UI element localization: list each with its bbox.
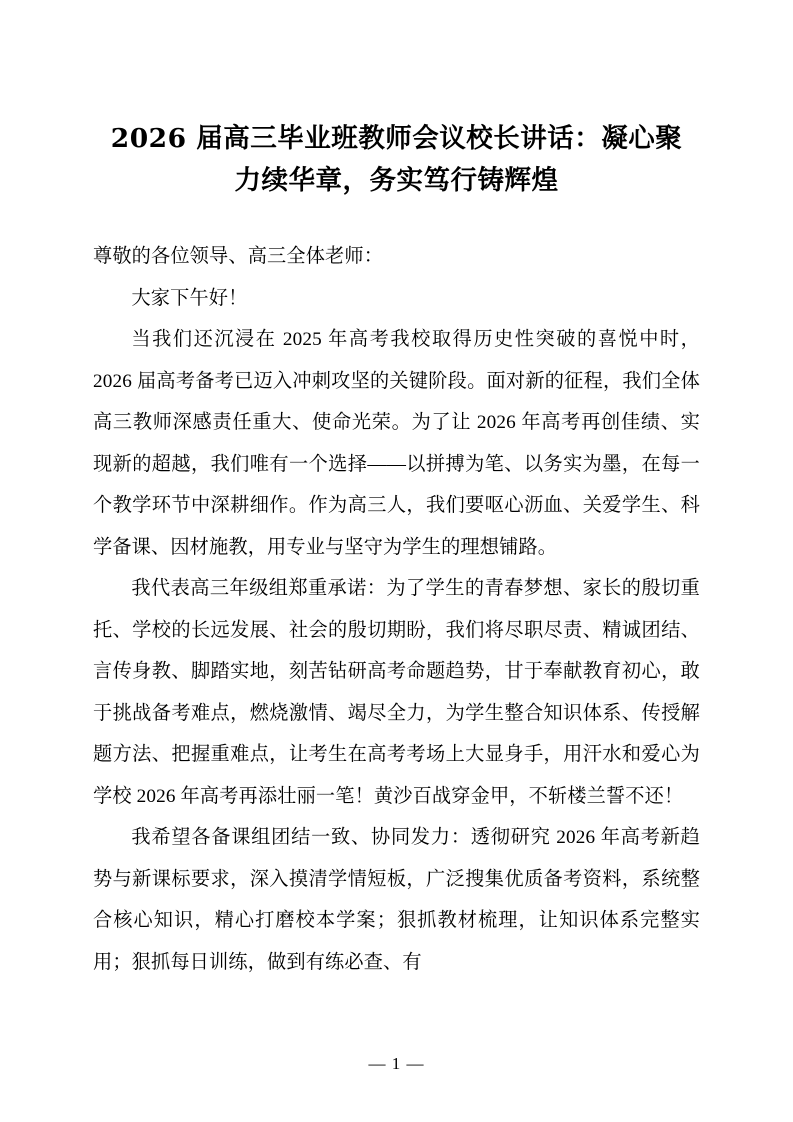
body-paragraph-3: 我希望各备课组团结一致、协同发力：透彻研究 2026 年高考新趋势与新课标要求，深入摸清学情短板，广泛搜集优质备考资料，系统整合核心知识，精心打磨校本学案；狠抓教材梳理，让知识体系完整实用；狠抓每日训练，做到有练必查、有 <box>93 827 700 973</box>
page-title: 2026 届高三毕业班教师会议校长讲话：凝心聚力续华章，务实笃行铸辉煌 <box>110 123 683 196</box>
page-number-footer: — 1 — <box>368 1054 425 1073</box>
body-paragraph-1: 当我们还沉浸在 2025 年高考我校取得历史性突破的喜悦中时，2026 届高考备考已迈入冲刺攻坚的关键阶段。面对新的征程，我们全体高三教师深感责任重大、使命光荣。为了让 2026 年高考再创佳绩、实现新的超越，我们唯有一个选择——以拼搏为笔、以务实为墨，在每一个教学环节中深耕细作。作为高三人，我们要呕心沥血、关爱学生、科学备课、因材施教，用专业与坚守为学生的理想铺路。 <box>93 329 700 558</box>
body-paragraph-2: 我代表高三年级组郑重承诺：为了学生的青春梦想、家长的殷切重托、学校的长远发展、社会的殷切期盼，我们将尽职尽责、精诚团结、言传身教、脚踏实地，刻苦钻研高考命题趋势，甘于奉献教育初心，敢于挑战备考难点，燃烧激情、竭尽全力，为学生整合知识体系、传授解题方法、把握重难点，让考生在高考考场上大显身手，用汗水和爱心为学校 2026 年高考再添壮丽一笔！黄沙百战穿金甲，不斩楼兰誓不还！ <box>93 578 700 807</box>
salutation-line: 尊敬的各位领导、高三全体老师： <box>93 246 384 267</box>
greeting-line: 大家下午好！ <box>131 287 248 309</box>
